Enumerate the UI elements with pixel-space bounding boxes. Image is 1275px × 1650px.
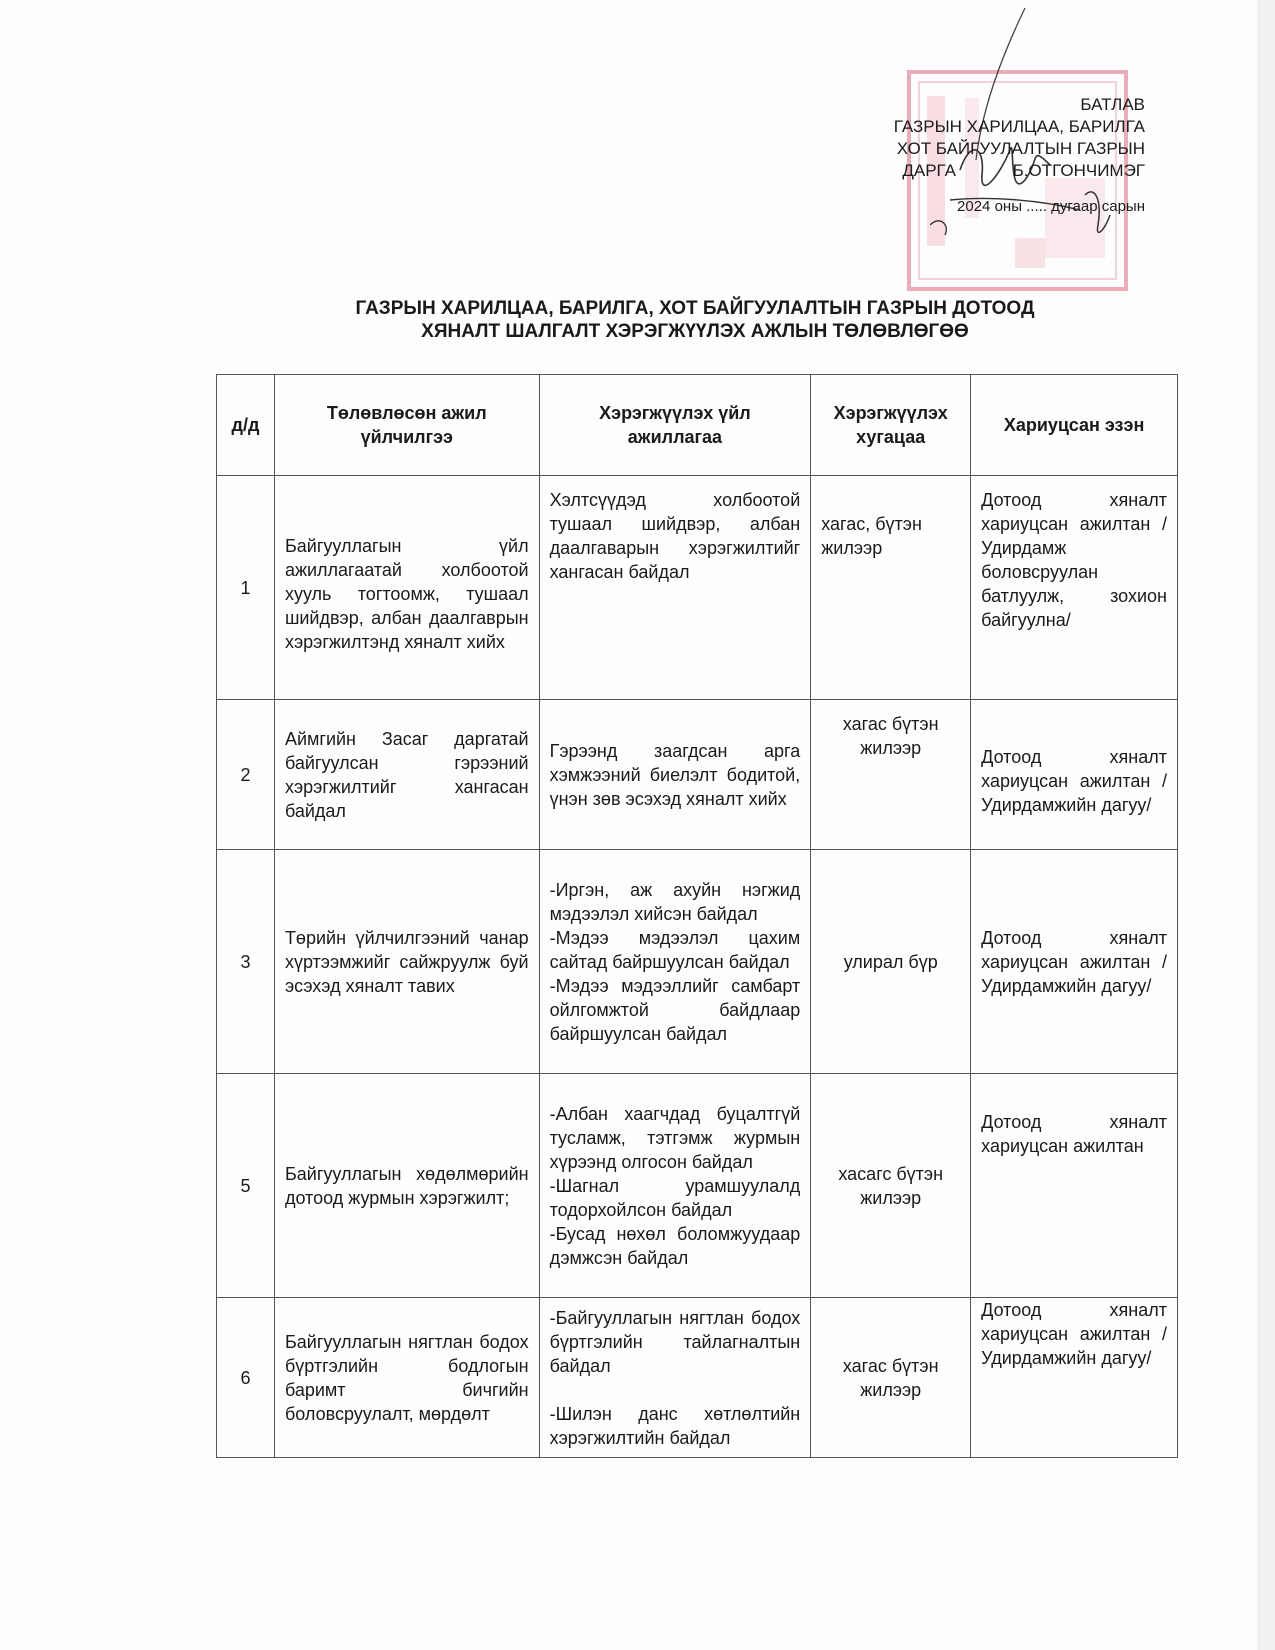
activity-item: -Байгууллагын нягтлан бодох бүртгэлийн тайлагналтын байдал	[549, 1307, 801, 1376]
activity-item: -Албан хаагчдад буцалтгүй тусламж, тэтгэмж журмын хүрээнд олгосон байдал	[549, 1103, 801, 1172]
table-row	[217, 1298, 1178, 1458]
activity-cell	[539, 700, 811, 850]
task-cell: Аймгийн Засаг даргатай байгуулсан гэрээний хэрэгжилтийг хангасан байдал	[274, 700, 539, 850]
approval-line: ДАРГА Б.ОТГОНЧИМЭГ	[902, 161, 1145, 180]
column-header: д/д	[217, 375, 275, 476]
table-row	[217, 700, 1178, 850]
activity-item: -Мэдээ мэдээлэл цахим сайтад байршуулсан байдал	[549, 927, 801, 972]
deadline-cell	[811, 476, 971, 700]
task-cell: Төрийн үйлчилгээний чанар хүртээмжийг сайжруулж буй эсэхэд хяналт тавих	[274, 850, 539, 1074]
approval-line: ХОТ БАЙГУУЛАЛТЫН ГАЗРЫН	[896, 139, 1145, 158]
column-header: Хэрэгжүүлэх хугацаа	[811, 375, 971, 476]
activity-item: -Бусад нөхөл боломжуудаар дэмжсэн байдал	[549, 1223, 801, 1268]
activity-item: -Шагнал урамшуулалд тодорхойлсон байдал	[549, 1175, 801, 1220]
column-header: Хариуцсан эзэн	[971, 375, 1178, 476]
scan-page-edge	[1257, 0, 1275, 1650]
row-number: 2	[217, 700, 275, 850]
responsible-cell: Дотоод хяналт хариуцсан ажилтан /Удирдамжийн дагуу/	[971, 1298, 1178, 1458]
task-cell: Байгууллагын нягтлан бодох бүртгэлийн бодлогын баримт бичгийн боловсруулалт, мөрдөлт	[274, 1298, 539, 1458]
title-line-2: ХЯНАЛТ ШАЛГАЛТ ХЭРЭГЖҮҮЛЭХ АЖЛЫН ТӨЛӨВЛӨГӨӨ	[421, 321, 969, 342]
activity-item: Хэлтсүүдэд холбоотой тушаал шийдвэр, албан даалгаварын хэрэгжилтийг хангасан байдал	[549, 490, 801, 582]
column-header: Хэрэгжүүлэх үйл ажиллагаа	[539, 375, 811, 476]
row-number: 3	[217, 850, 275, 1074]
activity-item: -Шилэн данс хөтлөлтийн хэрэгжилтийн байдал	[549, 1403, 801, 1448]
column-header: Төлөвлөсөн ажил үйлчилгээ	[274, 375, 539, 476]
approval-block	[845, 94, 1145, 218]
activity-cell	[539, 1074, 811, 1298]
responsible-cell: Дотоод хяналт хариуцсан ажилтан	[971, 1074, 1178, 1298]
activity-cell	[539, 1298, 811, 1458]
deadline-cell: хагас бүтэн жилээр	[811, 1298, 971, 1458]
table-header-row	[217, 375, 1178, 476]
approval-line: ГАЗРЫН ХАРИЛЦАА, БАРИЛГА	[893, 117, 1145, 136]
deadline-cell: улирал бүр	[811, 850, 971, 1074]
activity-cell	[539, 850, 811, 1074]
document-title	[215, 297, 1175, 343]
deadline-cell: хасагс бүтэн жилээр	[811, 1074, 971, 1298]
table-row	[217, 476, 1178, 700]
activity-cell	[539, 476, 811, 700]
table-row	[217, 850, 1178, 1074]
row-number: 5	[217, 1074, 275, 1298]
row-number: 6	[217, 1298, 275, 1458]
title-line-1: ГАЗРЫН ХАРИЛЦАА, БАРИЛГА, ХОТ БАЙГУУЛАЛТЫН ГАЗРЫН ДОТООД	[355, 298, 1035, 319]
deadline-text: хагас, бүтэн жилээр	[821, 514, 922, 558]
approval-line: БАТЛАВ	[1080, 95, 1145, 114]
task-cell: Байгууллагын үйл ажиллагаатай холбоотой хууль тогтоомж, тушаал шийдвэр, албан даалгаврын хэрэгжилтэнд хяналт хийх	[274, 476, 539, 700]
plan-table	[216, 374, 1178, 1458]
table-row	[217, 1074, 1178, 1298]
activity-item: -Мэдээ мэдээллийг самбарт ойлгомжтой байдлаар байршуулсан байдал	[549, 975, 801, 1044]
row-number: 1	[217, 476, 275, 700]
deadline-cell: хагас бүтэн жилээр	[811, 700, 971, 850]
approval-date: 2024 оны ..... дугаар сарын	[957, 198, 1145, 215]
activity-item: Гэрээнд заагдсан арга хэмжээний биелэлт бодитой, үнэн зөв эсэхэд хяналт хийх	[549, 740, 801, 809]
responsible-cell: Дотоод хяналт хариуцсан ажилтан /Удирдамж боловсруулан батлуулж, зохион байгуулна/	[971, 476, 1178, 700]
responsible-cell: Дотоод хяналт хариуцсан ажилтан /Удирдамжийн дагуу/	[971, 700, 1178, 850]
activity-item: -Иргэн, аж ахуйн нэгжид мэдээлэл хийсэн байдал	[549, 879, 801, 924]
responsible-cell: Дотоод хяналт хариуцсан ажилтан /Удирдамжийн дагуу/	[971, 850, 1178, 1074]
task-cell: Байгууллагын хөдөлмөрийн дотоод журмын хэрэгжилт;	[274, 1074, 539, 1298]
